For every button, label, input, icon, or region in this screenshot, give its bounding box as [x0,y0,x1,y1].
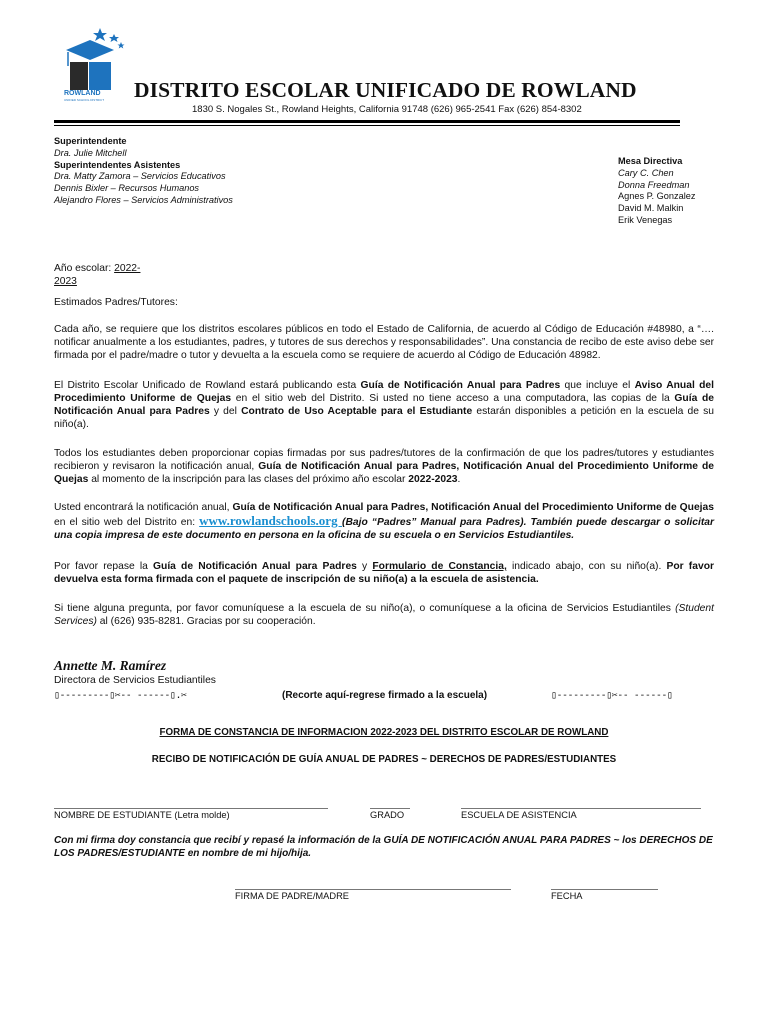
cut-line-right: ▯---------▯✂-- ------▯ [551,690,673,701]
board-member: Cary C. Chen [618,167,674,178]
parent-signature-line[interactable] [235,889,511,890]
assistant-item: Alejandro Flores – Servicios Administrativos [54,194,233,205]
district-address: 1830 S. Nogales St., Rowland Heights, California 91748 (626) 965-2541 Fax (626) 854-8302 [192,104,582,115]
parent-signature-label: FIRMA DE PADRE/MADRE [235,891,349,901]
school-year [54,262,714,288]
superintendent-title: Superintendente [54,136,127,146]
school-year-label: Año escolar: [54,263,115,274]
signature-title: Directora de Servicios Estudiantiles [54,675,216,686]
assistants-title: Superintendentes Asistentes [54,159,181,170]
student-name-label: NOMBRE DE ESTUDIANTE (Letra molde) [54,810,230,820]
district-website-link[interactable]: www.rowlandschools.org [199,513,343,528]
form-title: FORMA DE CONSTANCIA DE INFORMACION 2022-2023 DEL DISTRITO ESCOLAR DE ROWLAND [159,727,609,738]
logo-text: ROWLAND [64,90,101,97]
student-name-line[interactable] [54,808,328,809]
cut-line-left: ▯---------▯✂-- ------▯.✂ [54,690,187,701]
superintendent-name: Dra. Julie Mitchell [54,147,127,158]
district-logo [56,22,128,102]
signature-name: Annette M. Ramírez [54,658,167,673]
greeting: Estimados Padres/Tutores: [54,297,178,308]
school-line[interactable] [461,808,701,809]
paragraph-2: El Distrito Escolar Unificado de Rowland estará publicando esta Guía de Notificación Anual para Padres que incluye el Aviso Anual del Procedimiento Uniforme de Quejas en el sitio web del Distrito. Si usted no tiene acceso a una computadora, las copias de la Guía de Notificación Anual para Padres y del Contrato de Uso Aceptable para el Estudiante estarán disponibles a petición en la escuela de su niño(a). [54,380,715,430]
paragraph-3: Todos los estudiantes deben proporcionar copias firmadas por sus padres/tutores de la confirmación de que los padres/tutores y estudiantes recibieron y revisaron la notificación anual, Guía de Notificación Anual para Padres, Notificación Anual del Procedimiento Uniforme de Quejas al momento de la inscripción para las clases del próximo año escolar 2022-2023. [54,448,714,485]
assistant-item: Dennis Bixler – Recursos Humanos [54,183,200,194]
staff-list [54,136,233,207]
paragraph-4: Usted encontrará la notificación anual, Guía de Notificación Anual para Padres, Notificación Anual del Procedimiento Uniforme de Quejas en el sitio web del Distrito en: www.rowlandschools.org (Bajo “Padres” Manual para Padres). También puede descargar o solicitar una copia impresa de este documento en persona en la oficina de su escuela o en Servicios Estudiantiles. [54,502,714,541]
assistant-item: Dra. Matty Zamora – Servicios Educativos [54,171,226,182]
grade-label: GRADO [370,810,405,820]
board-member: Donna Freedman [618,179,690,190]
date-label: FECHA [551,891,583,901]
date-line[interactable] [551,889,658,890]
paragraph-6: Si tiene alguna pregunta, por favor comuníquese a la escuela de su niño(a), o comuníquese a la oficina de Servicios Estudiantiles (Student Services) al (626) 935-8281. Gracias por su cooperación. [54,603,714,627]
header-rule [54,120,680,123]
header-rule-thin [54,125,680,126]
paragraph-1: Cada año, se requiere que los distritos escolares públicos en todo el Estado de California, de acuerdo al Código de Educación #48980, a “…. notificar anualmente a los estudiantes, padres, y tutores de sus derechos y responsabilidades”. Una constancia de recibo de este aviso debe ser firmada por el padre/madre o tutor y devuelta a la escuela como se requiere de acuerdo al Código de Educación 48982. [54,324,714,361]
district-title: DISTRITO ESCOLAR UNIFICADO DE ROWLAND [134,78,637,102]
school-year-value-1: 2022- [114,263,141,274]
logo-subtext: UNIFIED SCHOOL DISTRICT [64,98,105,102]
school-year-value-2: 2023 [54,276,77,287]
cut-instruction: (Recorte aquí-regrese firmado a la escuela) [282,690,488,701]
board-member: David M. Malkin [618,203,684,214]
grade-line[interactable] [370,808,410,809]
board-member: Agnes P. Gonzalez [618,191,696,202]
board-list [618,156,695,227]
board-member: Erik Venegas [618,214,673,225]
declaration-text: Con mi firma doy constancia que recibí y repasé la información de la GUÍA DE NOTIFICACIÓN ANUAL PARA PADRES ~ los DERECHOS DE LOS PADRES/ESTUDIANTE en nombre de mi hijo/hija. [54,835,713,859]
paragraph-5: Por favor repase la Guía de Notificación Anual para Padres y Formulario de Constancia, indicado abajo, con su niño(a). Por favor devuelva esta forma firmada con el paquete de inscripción de su niño(a) a la escuela de asistencia. [54,561,714,585]
school-label: ESCUELA DE ASISTENCIA [461,810,577,820]
board-title: Mesa Directiva [618,156,683,166]
form-subtitle: RECIBO DE NOTIFICACIÓN DE GUÍA ANUAL DE PADRES ~ DERECHOS DE PADRES/ESTUDIANTES [151,754,617,765]
